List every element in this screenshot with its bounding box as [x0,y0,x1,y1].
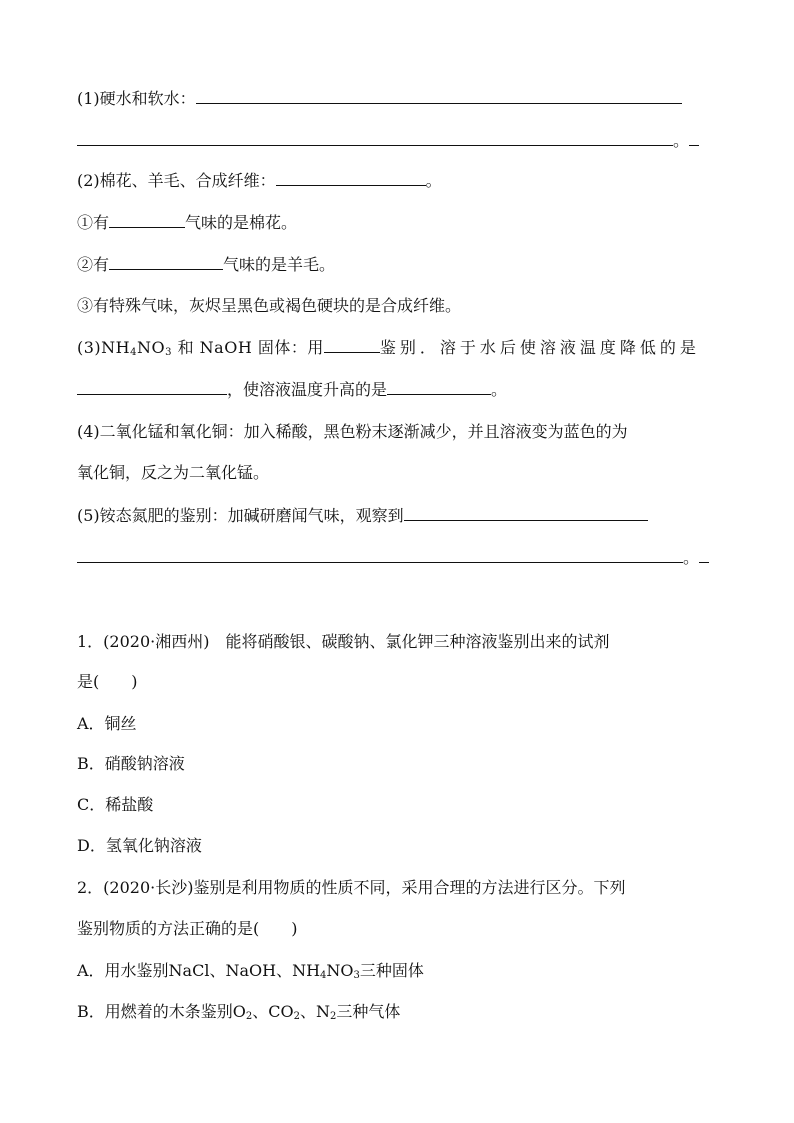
q2-stem1: 2．(2020·长沙)鉴别是利用物质的性质不同，采用合理的方法进行区分。下列 [77,878,626,897]
item2-end: 。 [425,171,442,190]
q2-optA-prefix: A．用水鉴别NaCl、NaOH、NH [77,961,321,980]
item1-end: 。 [673,131,690,150]
sub1-prefix: ①有 [77,213,110,232]
item3-line2-mid: ，使溶液温度升高的是 [227,380,388,399]
sub2-suffix: 气味的是羊毛。 [223,255,336,274]
q2-optB-suffix: 三种气体 [336,1002,401,1021]
item3-suffix: 鉴别．溶于水后使溶液温度降低的是 [379,338,700,357]
item5-line2 [77,546,709,570]
q2-optA-mid: NO [326,961,354,980]
item2-label: (2)棉花、羊毛、合成纤维： [77,171,276,190]
sub1-blank[interactable] [109,213,185,228]
item3-line2 [77,378,507,402]
item4-line1 [77,420,628,444]
sub3-text: ③有特殊气味，灰烬呈黑色或褐色硬块的是合成纤维。 [77,296,462,315]
q1-option-d[interactable] [77,834,202,858]
q1-option-d-text: D．氢氧化钠溶液 [77,836,202,855]
item5-end: 。 [683,548,700,567]
sub1-line [77,211,297,235]
sub2-prefix: ②有 [77,255,110,274]
q1-option-a[interactable] [77,712,137,736]
q2-optA-suffix: 三种固体 [359,961,424,980]
item3-sub2: 3 [165,347,172,358]
item1-label: (1)硬水和软水： [77,89,196,108]
q1-option-a-text: A．铜丝 [77,714,137,733]
item1-blank1[interactable] [196,89,682,104]
sub2-line [77,253,335,277]
item4-line1-text: (4)二氧化锰和氧化铜：加入稀酸，黑色粉末逐渐减少，并且溶液变为蓝色的为 [77,422,628,441]
item2-line [77,169,442,193]
q2-optA-sub2: 3 [353,970,360,981]
item5-line1 [77,504,648,528]
item3-blank3[interactable] [387,380,491,395]
item1-line2 [77,129,699,153]
q2-optB-sub1: 2 [245,1011,253,1022]
q1-option-b-text: B．硝酸钠溶液 [77,754,185,773]
item5-label: (5)铵态氮肥的鉴别：加碱研磨闻气味，观察到 [77,506,404,525]
q1-option-c-text: C．稀盐酸 [77,795,154,814]
item4-line2 [77,461,269,485]
item3-blank1[interactable] [324,338,380,353]
item1-blank2[interactable] [77,131,673,146]
q1-option-c[interactable] [77,793,153,817]
q2-option-a[interactable] [77,959,424,983]
q2-stem-line1 [77,876,625,900]
q1-stem-line2 [77,670,138,694]
q1-option-b[interactable] [77,752,185,776]
q2-optB-mid1: 、CO [252,1002,294,1021]
item1-line1 [77,87,682,111]
q2-optA-sub1: 4 [320,970,327,981]
q2-optB-sub3: 2 [330,1011,337,1022]
q1-stem-line1 [77,630,609,654]
item3-prefix: (3)NH [77,338,131,357]
q2-stem2: 鉴别物质的方法正确的是( ) [77,919,298,938]
item4-line2-text: 氧化铜，反之为二氧化锰。 [77,463,270,482]
q1-stem1: 1．(2020·湘西州) 能将硝酸银、碳酸钠、氯化钾三种溶液鉴别出来的试剂 [77,632,610,651]
item2-blank[interactable] [276,171,426,186]
q1-stem2: 是( ) [77,672,138,691]
item3-line1 [77,336,700,360]
q2-optB-sub2: 2 [293,1011,301,1022]
item3-sub1: 4 [130,347,137,358]
item3-rest: 和 NaOH 固体：用 [172,338,324,357]
sub3-line [77,294,461,318]
q2-stem-line2 [77,917,298,941]
item5-blank3 [699,548,709,563]
item3-line2-end: 。 [491,380,508,399]
item3-mid: NO [137,338,166,357]
item1-blank3 [689,131,699,146]
q2-optB-prefix: B．用燃着的木条鉴别O [77,1002,246,1021]
q2-option-b[interactable] [77,1000,400,1024]
sub1-suffix: 气味的是棉花。 [185,213,298,232]
item5-blank2[interactable] [77,548,683,563]
item5-blank1[interactable] [404,506,648,521]
item3-blank2[interactable] [77,380,227,395]
q2-optB-mid2: 、N [300,1002,331,1021]
sub2-blank[interactable] [109,255,223,270]
